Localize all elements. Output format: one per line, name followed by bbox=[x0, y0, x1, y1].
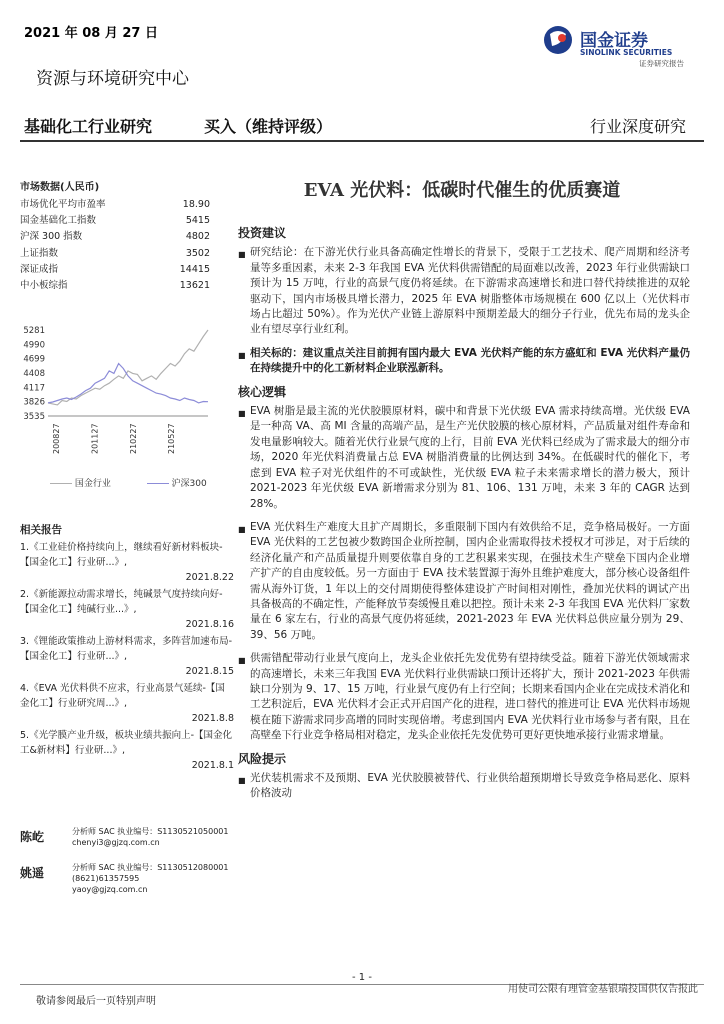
market-data-value: 14415 bbox=[179, 263, 210, 275]
report-title: EVA 光伏料：低碳时代催生的优质赛道 bbox=[303, 180, 621, 201]
related-reports-list bbox=[20, 540, 234, 775]
y-tick-label: 4117 bbox=[23, 383, 45, 394]
paragraph: 光伏装机需求不及预期、EVA 光伏胶膜被替代、行业供给超预期增长导致竞争格局恶化、原料价格波动 bbox=[250, 772, 690, 800]
related-report-text: 1.《工业硅价格持续向上，继续看好新材料板块-【国金化工】行业研...》, bbox=[20, 542, 223, 568]
bullet-icon: ■ bbox=[238, 350, 246, 360]
legend-label-hs300: 沪深300 bbox=[171, 479, 207, 489]
market-data-value: 4802 bbox=[185, 231, 210, 243]
header-divider bbox=[20, 140, 704, 142]
related-report-date: 2021.8.1 bbox=[191, 760, 234, 771]
analysts bbox=[20, 826, 234, 909]
paragraph: 供需错配带动行业景气度向上，龙头企业依托先发优势有望持续受益。随着下游光伏领域需求的高速增长，未来三年我国 EVA 光伏料行业供需缺口预计还将扩大，预计 2021-2023 年供需缺口分别为 9、17、15 万吨，行业景气度仍有上行空间；长期来看国内企业在完成技术消化和工艺积淀后，EVA 光伏料才会正式开启国产化的进程，进口替代的推进可让 EVA 光伏料市场规模在随下游需求同步高增的同时实现倍增。考虑到国内 EVA 光伏料行业市场参与者有限，且在高壁垒下行业竞争格局相对稳定，龙头企业依托先发优势可更好更快地承接行业需求增量。 bbox=[250, 652, 690, 742]
analyst-phone: (8621)61357595 bbox=[72, 874, 140, 883]
report-date: 2021 年 08 月 27 日 bbox=[24, 26, 158, 41]
market-data-label: 沪深 300 指数 bbox=[20, 231, 83, 243]
footer-watermark: 用使司公限有理管金基银瑞投国供仅告报此 bbox=[508, 984, 698, 995]
bullet-icon: ■ bbox=[238, 409, 246, 419]
related-report-text: 4.《EVA 光伏料供不应求，行业高景气延续-【国金化工】行业研究周...》, bbox=[20, 683, 225, 709]
analyst-role: 分析师 SAC 执业编号：S1130521050001 bbox=[72, 827, 229, 836]
section-title: 投资建议 bbox=[238, 226, 287, 240]
x-tick-label: 210227 bbox=[128, 423, 138, 454]
line-chart bbox=[18, 322, 214, 472]
related-report-text: 5.《光学膜产业升级，板块业绩共振向上-【国金化工&新材料】行业研...》, bbox=[20, 730, 232, 756]
market-data-row bbox=[20, 213, 210, 229]
logo-en: SINOLINK SECURITIES bbox=[580, 48, 673, 57]
market-data-row bbox=[20, 278, 210, 294]
analyst-email[interactable]: chenyi3@gjzq.com.cn bbox=[72, 838, 160, 847]
page-number: - 1 - bbox=[352, 972, 372, 983]
analyst-block bbox=[20, 826, 234, 848]
related-report-date: 2021.8.15 bbox=[185, 666, 234, 677]
related-report-item[interactable] bbox=[20, 681, 234, 726]
market-data-row bbox=[20, 197, 210, 213]
related-report-text: 3.《锂能政策推动上游材料需求，多阵营加速布局-【国金化工】行业研...》, bbox=[20, 636, 232, 662]
market-data-label: 市场优化平均市盈率 bbox=[20, 199, 106, 210]
chart-legend bbox=[50, 476, 207, 489]
market-data bbox=[20, 178, 210, 294]
analyst-email[interactable]: yaoy@gjzq.com.cn bbox=[72, 885, 148, 894]
related-report-date: 2021.8.16 bbox=[185, 619, 234, 630]
y-tick-label: 4990 bbox=[23, 340, 45, 351]
logo-tag: 证券研究报告 bbox=[639, 59, 684, 68]
related-report-text: 2.《新能源拉动需求增长，纯碱景气度持续向好-【国金化工】纯碱行业...》, bbox=[20, 589, 223, 615]
x-tick-label: 200827 bbox=[52, 423, 61, 454]
analyst-name: 姚遥 bbox=[20, 866, 45, 880]
main-content bbox=[238, 222, 690, 810]
series-line bbox=[48, 364, 208, 403]
market-data-row bbox=[20, 229, 210, 245]
related-report-item[interactable] bbox=[20, 540, 234, 585]
y-tick-label: 4699 bbox=[23, 354, 45, 365]
market-data-value: 5415 bbox=[185, 215, 210, 227]
market-data-label: 国金基础化工指数 bbox=[20, 215, 97, 227]
paragraph: 相关标的：建议重点关注目前拥有国内最大 EVA 光伏料产能的东方盛虹和 EVA 光伏料产量仍在持续提升中的化工新材料企业联泓新科。 bbox=[250, 346, 690, 375]
market-data-row bbox=[20, 246, 210, 262]
analyst-role: 分析师 SAC 执业编号：S1130512080001 bbox=[72, 863, 229, 872]
market-data-label: 中小板综指 bbox=[20, 279, 68, 291]
paragraph: 研究结论：在下游光伏行业具备高确定性增长的背景下，受限于工艺技术、爬产周期和经济考量等多重因素，未来 2-3 年我国 EVA 光伏料供需错配的局面难以改善，2023 年行业供需缺口预计为 15 万吨，行业的高景气度仍将延续。在下游需求高速增长和进口替代持续推进的双轮驱动下，国内市场极具增长潜力，2025 年 EVA 树脂整体市场规模在 600 亿以上（光伏料市场占比超过 50%）。作为光伏产业链上游原料中预期差最大的细分子行业，优先布局的龙头企业有望尽享行业红利。 bbox=[250, 246, 690, 336]
y-tick-label: 3826 bbox=[23, 397, 45, 408]
market-data-label: 深证成指 bbox=[20, 263, 59, 275]
related-report-date: 2021.8.8 bbox=[191, 713, 234, 724]
footer-disclaimer: 敬请参阅最后一页特别声明 bbox=[36, 996, 156, 1007]
market-data-value: 3502 bbox=[185, 247, 210, 259]
report-subtitle: 基础化工行业研究 bbox=[24, 117, 153, 136]
related-report-date: 2021.8.22 bbox=[185, 572, 234, 583]
rating: 买入（维持评级） bbox=[204, 117, 333, 136]
x-tick-label: 201127 bbox=[90, 423, 100, 454]
paragraph: EVA 树脂是最主流的光伏胶膜原材料，碳中和背景下光伏级 EVA 需求持续高增。光伏级 EVA 是一种高 VA、高 MI 含量的高端产品，是生产光伏胶膜的核心原材料，产品质量对组件寿命和发电量影响较大。随着光伏行业景气度的上行，目前 EVA 光伏料已经成为了需求最大的细分市场，2020 年光伏料消费量占总 EVA 树脂消费量的比例达到 34%。在低碳时代的催化下，考虑到 EVA 粒子对光伏组件的不可或缺性，光伏级 EVA 粒子未来需求增长的潜力极大，预计 2021-2023 年光伏级 EVA 新增需求分别为 81、106、131 万吨，未来 3 年的 CAGR 达到 28%。 bbox=[250, 405, 690, 510]
x-tick-label: 210527 bbox=[167, 423, 177, 454]
market-data-value: 13621 bbox=[179, 279, 210, 291]
y-tick-label: 3535 bbox=[23, 412, 45, 422]
bullet-icon: ■ bbox=[238, 656, 246, 666]
legend-label-industry: 国金行业 bbox=[74, 479, 111, 489]
analyst-block bbox=[20, 862, 234, 895]
analyst-name: 陈屹 bbox=[20, 830, 45, 844]
y-tick-label: 5281 bbox=[23, 326, 45, 336]
y-tick-label: 4408 bbox=[23, 369, 45, 379]
market-data-title: 市场数据(人民币) bbox=[20, 182, 100, 193]
index-chart bbox=[18, 322, 214, 502]
related-report-item[interactable] bbox=[20, 587, 234, 632]
related-report-item[interactable] bbox=[20, 634, 234, 679]
bullet-icon: ■ bbox=[238, 524, 246, 534]
legend-swatch-industry bbox=[50, 483, 72, 484]
related-report-item[interactable] bbox=[20, 728, 234, 773]
section-title: 风险提示 bbox=[238, 751, 287, 766]
report-type: 行业深度研究 bbox=[589, 117, 686, 136]
bullet-icon: ■ bbox=[238, 776, 246, 785]
logo-name: 国金证券 bbox=[580, 31, 648, 51]
research-center: 资源与环境研究中心 bbox=[36, 69, 189, 89]
legend-swatch-hs300 bbox=[147, 483, 169, 484]
bullet-icon: ■ bbox=[238, 250, 246, 260]
section-title: 核心逻辑 bbox=[238, 384, 287, 399]
related-reports-title: 相关报告 bbox=[20, 524, 62, 536]
market-data-row bbox=[20, 262, 210, 278]
market-data-label: 上证指数 bbox=[20, 247, 59, 259]
market-data-value: 18.90 bbox=[182, 199, 210, 210]
paragraph: EVA 光伏料生产难度大且扩产周期长，多重限制下国内有效供给不足，竞争格局极好。一方面 EVA 光伏料的工艺包被少数跨国企业所控制，国内企业需取得技术授权才可涉足，对于后续的经济化量产和产品质量提升则要依靠自身的工艺积累来实现，在强技术生产壁垒下国内企业增产扩产的自由度较低。另一方面由于 EVA 技术装置源于海外且维护难度大，部分核心设备组件需从海外订货，1 年以上的交付周期使得整体建设扩产时间相对刚性，叠加光伏料的调试产出具备极高的不确定性，产能释放节奏缓慢且难以把控。预计未来 2-3 年我国 EVA 光伏料厂家数量在 6 家左右，行业的高景气度仍将延续，2021-2023 年 EVA 光伏料总供应量分别为 29、39、56 万吨。 bbox=[250, 520, 690, 641]
series-line bbox=[48, 330, 208, 405]
